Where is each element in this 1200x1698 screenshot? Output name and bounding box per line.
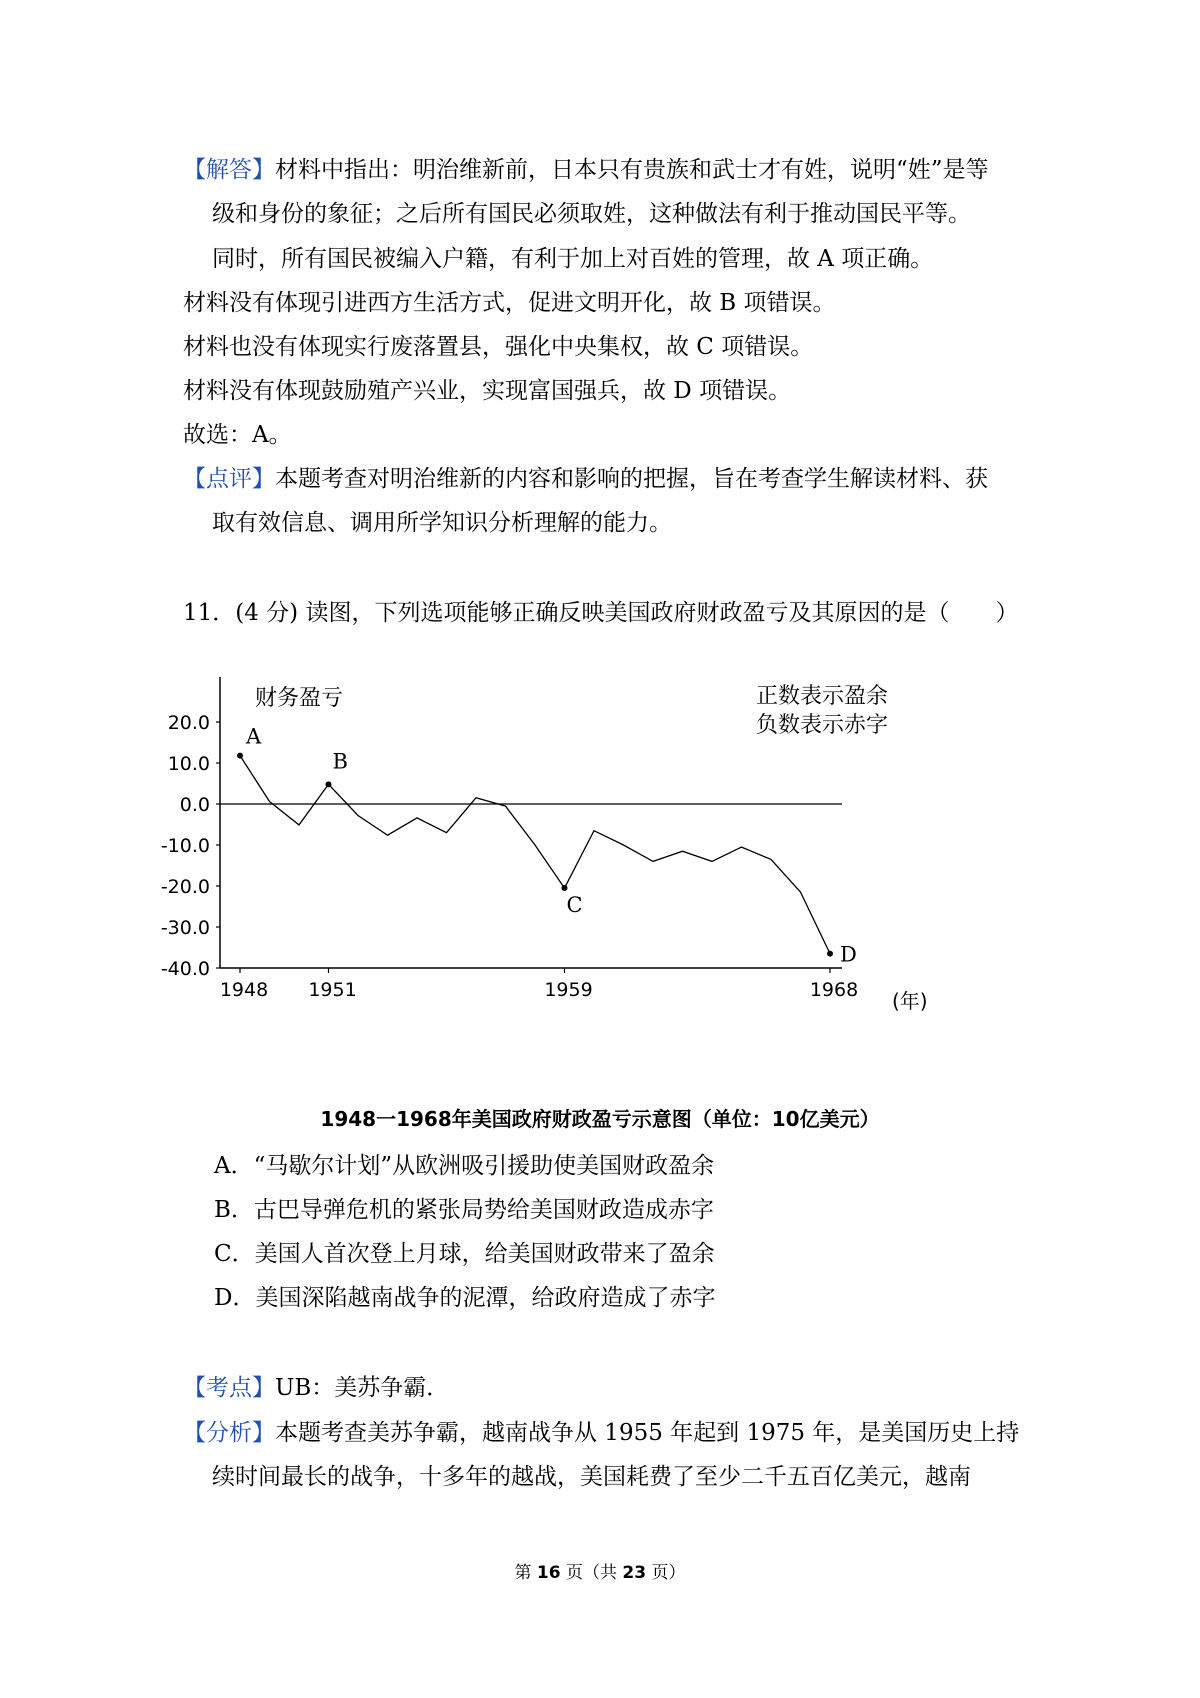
point-b	[326, 781, 332, 787]
answer-line-4: 材料没有体现引进西方生活方式，促进文明开化，故 B 项错误。	[183, 290, 836, 316]
option-b: B．古巴导弹危机的紧张局势给美国财政造成赤字	[214, 1197, 714, 1223]
chart-point-labels	[237, 725, 857, 967]
point-label-c: C	[566, 893, 583, 918]
x-tick-label: 1948	[219, 979, 269, 1001]
chart-y-label: 财务盈亏	[255, 686, 344, 711]
comment-text-1: 本题考查对明治维新的内容和影响的把握，旨在考查学生解读材料、获	[275, 466, 988, 492]
kaodian-text: UB：美苏争霸．	[275, 1375, 450, 1401]
analysis-line-2: 续时间最长的战争，十多年的越战，美国耗费了至少二千五百亿美元，越南	[212, 1464, 971, 1490]
option-a: A．“马歇尔计划”从欧洲吸引援助使美国财政盈余	[214, 1153, 715, 1179]
x-tick-label: 1968	[809, 979, 859, 1001]
footer-page-number: 16	[536, 1563, 561, 1583]
y-tick-label: 0.0	[179, 794, 210, 816]
answer-tag: 【解答】	[183, 157, 275, 183]
y-tick-label: -40.0	[160, 958, 210, 980]
point-label-d: D	[840, 942, 857, 967]
point-a	[237, 753, 243, 759]
option-d: D．美国深陷越南战争的泥潭，给政府造成了赤字	[214, 1285, 716, 1311]
footer-suffix: 页）	[646, 1563, 686, 1583]
comment-tag: 【点评】	[183, 466, 275, 492]
point-label-a: A	[246, 724, 262, 749]
answer-line-5: 材料也没有体现实行废落置县，强化中央集权，故 C 项错误。	[183, 334, 814, 360]
answer-text-1: 材料中指出：明治维新前，日本只有贵族和武士才有姓，说明“姓”是等	[275, 157, 989, 183]
answer-line-1	[183, 154, 989, 186]
footer-prefix: 第	[514, 1563, 537, 1583]
answer-line-2: 级和身份的象征；之后所有国民必须取姓，这种做法有利于推动国民平等。	[212, 201, 971, 227]
analysis-text-1: 本题考查美苏争霸，越南战争从 1955 年起到 1975 年，是美国历史上持	[275, 1420, 1020, 1446]
chart-note-2: 负数表示赤字	[756, 713, 889, 738]
point-label-b: B	[332, 749, 348, 774]
answer-line-3: 同时，所有国民被编入户籍，有利于加上对百姓的管理，故 A 项正确。	[212, 246, 934, 272]
analysis-line-1	[183, 1417, 1019, 1449]
question-text: 11．(4 分) 读图，下列选项能够正确反映美国政府财政盈亏及其原因的是（ ）	[183, 600, 1019, 626]
footer-mid: 页（共	[560, 1563, 623, 1583]
chart-ticks	[161, 712, 858, 1001]
x-tick-label: 1951	[308, 979, 357, 1001]
point-c	[562, 885, 568, 891]
page-footer	[0, 1558, 1200, 1583]
option-c: C．美国人首次登上月球，给美国财政带来了盈余	[214, 1241, 715, 1267]
kaodian-line	[183, 1372, 449, 1404]
deficit-line-chart	[160, 670, 950, 1100]
answer-line-7: 故选：A。	[183, 422, 292, 448]
x-tick-label: 1959	[544, 979, 593, 1001]
chart-axes	[220, 677, 842, 968]
chart-x-label: (年)	[892, 989, 928, 1013]
analysis-tag: 【分析】	[183, 1420, 275, 1446]
footer-total-pages: 23	[622, 1563, 647, 1583]
y-tick-label: 10.0	[167, 753, 210, 775]
comment-line-2: 取有效信息、调用所学知识分析理解的能力。	[212, 510, 672, 536]
comment-line-1	[183, 463, 988, 495]
y-tick-label: -10.0	[160, 835, 210, 857]
y-tick-label: -20.0	[160, 876, 210, 898]
chart-note-1: 正数表示盈余	[756, 684, 889, 709]
answer-line-6: 材料没有体现鼓励殖产兴业，实现富国强兵，故 D 项错误。	[183, 378, 792, 404]
y-tick-label: -30.0	[160, 917, 210, 939]
point-d	[827, 951, 833, 957]
y-tick-label: 20.0	[167, 712, 210, 734]
chart-caption: 1948一1968年美国政府财政盈亏示意图（单位：10亿美元）	[320, 1107, 880, 1131]
kaodian-tag: 【考点】	[183, 1375, 275, 1401]
